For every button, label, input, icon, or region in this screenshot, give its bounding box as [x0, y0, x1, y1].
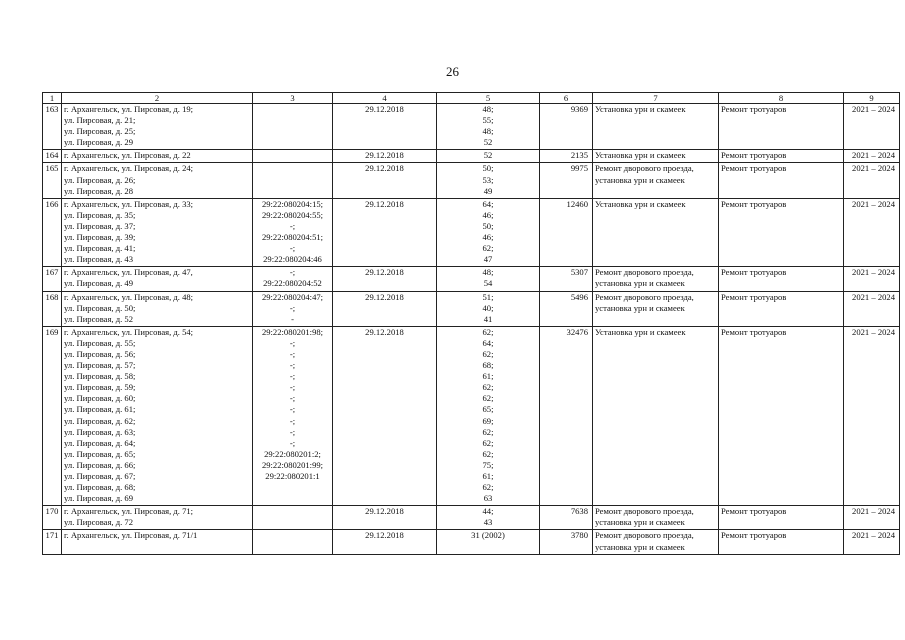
address-cell [62, 326, 253, 506]
column-header: 7 [593, 93, 719, 104]
repair-cell: Ремонт тротуаров [719, 104, 844, 150]
work-line: установка урн и скамеек [595, 541, 685, 552]
address-line: г. Архангельск, ул. Пирсовая, д. 24; [64, 163, 194, 174]
repair-cell: Ремонт тротуаров [719, 291, 844, 326]
cadastre-line: - [291, 313, 294, 324]
address-cell [62, 530, 253, 554]
period-cell: 2021 – 2024 [844, 104, 900, 150]
area-cell: 32476 [540, 326, 593, 506]
cadastre-cell [253, 150, 333, 163]
repair-cell: Ремонт тротуаров [719, 150, 844, 163]
address-line: ул. Пирсовая, д. 39; [64, 232, 136, 243]
address-line: ул. Пирсовая, д. 55; [64, 337, 136, 348]
address-line: ул. Пирсовая, д. 29 [64, 137, 133, 148]
value-line: 62; [482, 426, 494, 437]
address-line: ул. Пирсовая, д. 41; [64, 243, 136, 254]
values-cell [437, 506, 540, 530]
date-cell: 29.12.2018 [333, 291, 437, 326]
cadastre-line: 29:22:080201:99; [261, 459, 324, 470]
column-header: 9 [844, 93, 900, 104]
address-cell [62, 291, 253, 326]
repair-cell: Ремонт тротуаров [719, 198, 844, 267]
value-line: 62; [482, 448, 494, 459]
area-cell: 3780 [540, 530, 593, 554]
row-number-cell: 164 [43, 150, 62, 163]
work-line: установка урн и скамеек [595, 278, 685, 289]
table-row [43, 267, 900, 291]
area-cell: 2135 [540, 150, 593, 163]
cadastre-line: -; [289, 243, 296, 254]
value-line: 47 [483, 254, 493, 265]
cadastre-cell [253, 291, 333, 326]
table-row [43, 163, 900, 198]
cadastre-line: 29:22:080204:47; [261, 291, 324, 302]
cadastre-line: -; [289, 220, 296, 231]
cadastre-line: 29:22:080201:2; [264, 448, 321, 459]
date-cell: 29.12.2018 [333, 506, 437, 530]
address-cell [62, 163, 253, 198]
value-line: 43 [483, 517, 493, 528]
column-number-header-row [43, 93, 900, 104]
work-cell [593, 104, 719, 150]
cadastre-line: 29:22:080204:46 [263, 254, 322, 265]
value-line: 46; [482, 209, 494, 220]
value-line: 46; [482, 232, 494, 243]
table-row [43, 530, 900, 554]
values-cell [437, 163, 540, 198]
address-line: г. Архангельск, ул. Пирсовая, д. 33; [64, 198, 194, 209]
value-line: 62; [482, 348, 494, 359]
cadastre-cell [253, 267, 333, 291]
area-cell: 9975 [540, 163, 593, 198]
value-line: 44; [482, 506, 494, 517]
address-line: г. Архангельск, ул. Пирсовая, д. 19; [64, 104, 194, 114]
cadastre-cell [253, 506, 333, 530]
cadastre-line: 29:22:080204:15; [261, 198, 324, 209]
value-line: 62; [482, 382, 494, 393]
work-cell [593, 267, 719, 291]
address-line: ул. Пирсовая, д. 66; [64, 459, 136, 470]
period-cell: 2021 – 2024 [844, 506, 900, 530]
value-line: 40; [482, 302, 494, 313]
work-line: Ремонт дворового проезда, [595, 267, 694, 278]
work-line: установка урн и скамеек [595, 174, 685, 185]
address-line: ул. Пирсовая, д. 37; [64, 220, 136, 231]
address-line: ул. Пирсовая, д. 49 [64, 278, 133, 289]
value-line: 52 [483, 137, 493, 148]
column-header: 8 [719, 93, 844, 104]
address-line: ул. Пирсовая, д. 52 [64, 313, 133, 324]
address-line: ул. Пирсовая, д. 61; [64, 404, 136, 415]
date-cell: 29.12.2018 [333, 198, 437, 267]
value-line: 62; [482, 326, 494, 337]
area-cell: 5307 [540, 267, 593, 291]
date-cell: 29.12.2018 [333, 267, 437, 291]
cadastre-line: -; [289, 348, 296, 359]
values-cell [437, 291, 540, 326]
date-cell: 29.12.2018 [333, 163, 437, 198]
address-line: ул. Пирсовая, д. 57; [64, 360, 136, 371]
area-cell: 9369 [540, 104, 593, 150]
table-row [43, 150, 900, 163]
period-cell: 2021 – 2024 [844, 163, 900, 198]
address-line: ул. Пирсовая, д. 59; [64, 382, 136, 393]
column-header: 4 [333, 93, 437, 104]
value-line: 61; [482, 371, 494, 382]
column-header: 3 [253, 93, 333, 104]
cadastre-line: -; [289, 437, 296, 448]
row-number-cell: 167 [43, 267, 62, 291]
period-cell: 2021 – 2024 [844, 198, 900, 267]
values-cell [437, 150, 540, 163]
work-line: Установка урн и скамеек [595, 198, 686, 209]
value-line: 48; [482, 267, 494, 278]
row-number-cell: 169 [43, 326, 62, 506]
value-line: 55; [482, 115, 494, 126]
value-line: 75; [482, 459, 494, 470]
work-line: Ремонт дворового проезда, [595, 530, 694, 541]
value-line: 68; [482, 360, 494, 371]
address-line: ул. Пирсовая, д. 58; [64, 371, 136, 382]
repair-cell: Ремонт тротуаров [719, 506, 844, 530]
cadastre-line: -; [289, 337, 296, 348]
address-line: ул. Пирсовая, д. 43 [64, 254, 133, 265]
work-line: Ремонт дворового проезда, [595, 291, 694, 302]
address-line: г. Архангельск, ул. Пирсовая, д. 47, [64, 267, 193, 278]
work-line: Ремонт дворового проезда, [595, 506, 694, 517]
table-row [43, 326, 900, 506]
cadastre-cell [253, 198, 333, 267]
value-line: 62; [482, 243, 494, 254]
address-line: ул. Пирсовая, д. 50; [64, 302, 136, 313]
cadastre-line: -; [289, 404, 296, 415]
work-line: Установка урн и скамеек [595, 150, 686, 161]
column-header: 5 [437, 93, 540, 104]
value-line: 64; [482, 198, 494, 209]
table-row [43, 198, 900, 267]
column-header: 6 [540, 93, 593, 104]
period-cell: 2021 – 2024 [844, 530, 900, 554]
value-line: 61; [482, 471, 494, 481]
value-line: 62; [482, 482, 494, 493]
values-cell [437, 530, 540, 554]
value-line: 52 [483, 150, 493, 161]
address-line: ул. Пирсовая, д. 21; [64, 115, 136, 126]
row-number-cell: 170 [43, 506, 62, 530]
work-line: Установка урн и скамеек [595, 326, 686, 337]
row-number-cell: 168 [43, 291, 62, 326]
address-line: г. Архангельск, ул. Пирсовая, д. 71/1 [64, 530, 198, 541]
work-cell [593, 150, 719, 163]
address-line: г. Архангельск, ул. Пирсовая, д. 71; [64, 506, 194, 517]
cadastre-line: 29:22:080201:1 [265, 471, 320, 481]
row-number-cell: 165 [43, 163, 62, 198]
work-line: Ремонт дворового проезда, [595, 163, 694, 174]
address-cell [62, 267, 253, 291]
column-header: 2 [62, 93, 253, 104]
address-line: ул. Пирсовая, д. 35; [64, 209, 136, 220]
page-number: 26 [446, 64, 459, 79]
address-line: ул. Пирсовая, д. 69 [64, 493, 133, 504]
date-cell: 29.12.2018 [333, 530, 437, 554]
work-line: установка урн и скамеек [595, 302, 685, 313]
value-line: 62; [482, 437, 494, 448]
work-line: Установка урн и скамеек [595, 104, 686, 114]
date-cell: 29.12.2018 [333, 150, 437, 163]
work-cell [593, 291, 719, 326]
value-line: 54 [483, 278, 493, 289]
cadastre-line: 29:22:080204:51; [261, 232, 324, 243]
work-cell [593, 530, 719, 554]
values-cell [437, 326, 540, 506]
address-line: ул. Пирсовая, д. 68; [64, 482, 136, 493]
address-line: ул. Пирсовая, д. 56; [64, 348, 136, 359]
area-cell: 5496 [540, 291, 593, 326]
value-line: 48; [482, 126, 494, 137]
value-line: 31 (2002) [471, 530, 505, 541]
address-line: ул. Пирсовая, д. 72 [64, 517, 133, 528]
repair-cell: Ремонт тротуаров [719, 530, 844, 554]
address-cell [62, 506, 253, 530]
values-cell [437, 198, 540, 267]
address-line: ул. Пирсовая, д. 65; [64, 448, 136, 459]
repair-cell: Ремонт тротуаров [719, 163, 844, 198]
row-number-cell: 163 [43, 104, 62, 150]
period-cell: 2021 – 2024 [844, 326, 900, 506]
period-cell: 2021 – 2024 [844, 150, 900, 163]
table-row [43, 506, 900, 530]
table-row [43, 104, 900, 150]
address-line: ул. Пирсовая, д. 26; [64, 174, 136, 185]
value-line: 50; [482, 220, 494, 231]
row-number-cell: 166 [43, 198, 62, 267]
cadastre-cell [253, 163, 333, 198]
address-line: ул. Пирсовая, д. 64; [64, 437, 136, 448]
cadastre-line: -; [289, 302, 296, 313]
cadastre-line: -; [289, 371, 296, 382]
address-cell [62, 104, 253, 150]
cadastre-cell [253, 530, 333, 554]
value-line: 50; [482, 163, 494, 174]
work-cell [593, 506, 719, 530]
cadastre-line: 29:22:080201:98; [261, 326, 324, 337]
address-line: ул. Пирсовая, д. 63; [64, 426, 136, 437]
table-row [43, 291, 900, 326]
cadastre-cell [253, 326, 333, 506]
value-line: 65; [482, 404, 494, 415]
cadastre-line: -; [289, 415, 296, 426]
address-line: г. Архангельск, ул. Пирсовая, д. 22 [64, 150, 191, 161]
address-line: ул. Пирсовая, д. 60; [64, 393, 136, 404]
address-cell [62, 150, 253, 163]
registry-table [42, 92, 900, 555]
address-line: г. Архангельск, ул. Пирсовая, д. 48; [64, 291, 194, 302]
value-line: 41 [483, 313, 493, 324]
work-cell [593, 163, 719, 198]
cadastre-line: 29:22:080204:55; [261, 209, 324, 220]
address-line: ул. Пирсовая, д. 62; [64, 415, 136, 426]
cadastre-line: -; [289, 393, 296, 404]
work-cell [593, 198, 719, 267]
value-line: 64; [482, 337, 494, 348]
date-cell: 29.12.2018 [333, 104, 437, 150]
area-cell: 7638 [540, 506, 593, 530]
area-cell: 12460 [540, 198, 593, 267]
date-cell: 29.12.2018 [333, 326, 437, 506]
values-cell [437, 104, 540, 150]
row-number-cell: 171 [43, 530, 62, 554]
address-line: ул. Пирсовая, д. 67; [64, 471, 136, 481]
value-line: 51; [482, 291, 494, 302]
value-line: 63 [483, 493, 493, 504]
period-cell: 2021 – 2024 [844, 267, 900, 291]
repair-cell: Ремонт тротуаров [719, 267, 844, 291]
address-line: ул. Пирсовая, д. 25; [64, 126, 136, 137]
cadastre-line: -; [289, 360, 296, 371]
values-cell [437, 267, 540, 291]
cadastre-line: -; [289, 382, 296, 393]
value-line: 48; [482, 104, 494, 114]
cadastre-line: -; [289, 267, 296, 278]
work-cell [593, 326, 719, 506]
value-line: 62; [482, 393, 494, 404]
cadastre-line: -; [289, 426, 296, 437]
value-line: 49 [483, 185, 493, 196]
work-line: установка урн и скамеек [595, 517, 685, 528]
period-cell: 2021 – 2024 [844, 291, 900, 326]
cadastre-cell [253, 104, 333, 150]
value-line: 69; [482, 415, 494, 426]
address-cell [62, 198, 253, 267]
address-line: г. Архангельск, ул. Пирсовая, д. 54; [64, 326, 194, 337]
column-header: 1 [43, 93, 62, 104]
address-line: ул. Пирсовая, д. 28 [64, 185, 133, 196]
repair-cell: Ремонт тротуаров [719, 326, 844, 506]
value-line: 53; [482, 174, 494, 185]
cadastre-line: 29:22:080204:52 [263, 278, 322, 289]
